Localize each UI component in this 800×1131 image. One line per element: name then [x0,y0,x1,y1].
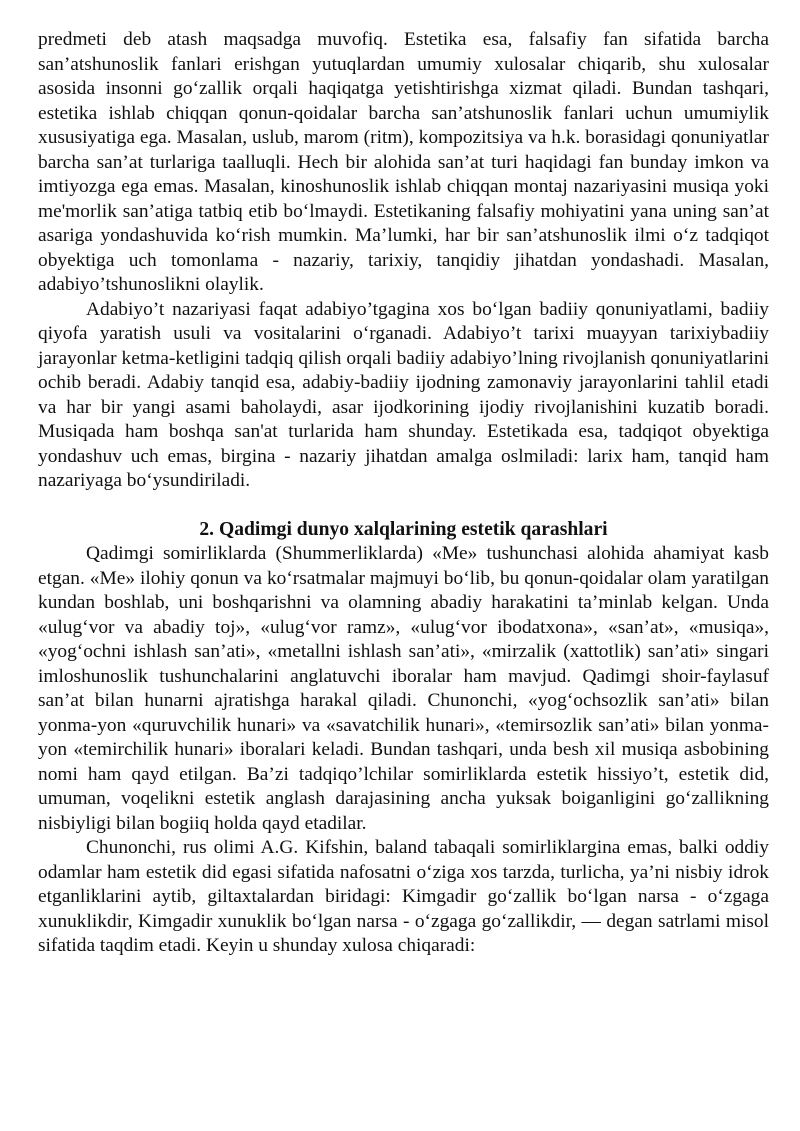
paragraph: Adabiyo’t nazariyasi faqat adabiyo’tgagina xos bo‘lgan badiiy qonuniyatlami, badiiy qiyofa yaratish usuli va vositalarini o‘rganadi. Adabiyo’t tarixi muayyan tarixiybadiiy jarayonlar ketma-ketligini tadqiq qilish orqali badiiy adabiyo’lning rivojlanish qonuniyatlarini ochib beradi. Adabiy tanqid esa, adabiy-badiiy ijodning zamonaviy jarayonlarini tahlil etadi va har bir yangi asami baholaydi, asar ijodkorining ijodiy rivojlanishini kuzatib boradi. Musiqada ham boshqa san'at turlarida ham shunday. Estetikada esa, tadqiqot obyektiga yondashuv uch emas, birgina - nazariy jihatdan amalga oslmiladi: larix ham, tanqid ham nazariyaga bo‘ysundiriladi. [38,298,769,491]
paragraph: Chunonchi, rus olimi A.G. Kifshin, baland tabaqali somirliklargina emas, balki oddiy odamlar ham estetik did egasi sifatida nafosatni o‘ziga xos tarzda, turlicha, ya’ni nisbiy idrok etganliklarini aytib, giltaxtalardan biridagi: Kimgadir go‘zallik bo‘lgan narsa - o‘zgaga xunuklikdir, Kimgadir xunuklik bo‘lgan narsa - o‘zgaga go‘zallikdir, — degan satrlami misol sifatida taqdim etadi. Keyin u shunday xulosa chiqaradi: [38,837,769,956]
section-heading: 2. Qadimgi dunyo xalqlarining estetik qarashlari [199,518,608,540]
paragraph: predmeti deb atash maqsadga muvofiq. Estetika esa, falsafiy fan sifatida barcha san’atshunoslik fanlari erishgan yutuqlardan umumiy xulosalar chiqarib, shu xulosalar asosida insonni go‘zallik orqali haqiqatga yetishtirishga xizmat qiladi. Bundan tashqari, estetika ishlab chiqqan qonun-qoidalar barcha san’atshunoslik fanlari uchun umumiylik xususiyatiga ega. Masalan, uslub, marom (ritm), kompozitsiya va h.k. borasidagi qonuniyatlar barcha san’at turlariga taalluqli. Hech bir alohida san’at turi haqidagi fan bunday imkon va imtiyozga ega emas. Masalan, kinoshunoslik ishlab chiqqan montaj nazariyasini musiqa yoki me'morlik san’atiga tatbiq etib bo‘lmaydi. Estetikaning falsafiy mohiyatini yana uning san’at asariga yondashuvida ko‘rish mumkin. Ma’lumki, har bir san’atshunoslik ilmi o‘z tadqiqot obyektiga uch tomonlama - nazariy, tarixiy, tanqidiy jihatdan yondashadi. Masalan, adabiyo’tshunoslikni olaylik. [38,29,769,295]
paragraph: Qadimgi somirliklarda (Shummerliklarda) «Me» tushunchasi alohida ahamiyat kasb etgan. «Me» ilohiy qonun va ko‘rsatmalar majmuyi bo‘lib, bu qonun-qoidalar olam yaratilgan kundan boshlab, uni boshqarishni va olamning abadiy harakatini ta’minlab kelgan. Unda «ulug‘vor va abadiy toj», «ulug‘vor ramz», «ulug‘vor ibodatxona», «san’at», «musiqa», «yog‘ochni ishlash san’ati», «metallni ishlash san’ati», «mirzalik (xattotlik) san’ati» singari imloshunoslik tushunchalarini anglatuvchi iboralar ham mavjud. Qadimgi shoir-faylasuf san’at bilan hunarni ajratishga harakal qiladi. Chunonchi, «yog‘ochsozlik san’ati» bilan yonma-yon «quruvchilik hunari» va «savatchilik hunari», «temirsozlik san’ati» bilan yonma-yon «temirchilik hunari» iboralari keladi. Bundan tashqari, unda besh xil musiqa asbobining nomi ham qayd etilgan. Ba’zi tadqiqo’lchilar somirliklarda estetik hissiyo’t, estetik did, umuman, voqelikni estetik anglash darajasining ancha yuksak boiganligini go‘zallikning nisbiyligi bilan bogiiq holda qayd etadilar. [38,543,769,834]
document-page [38,28,769,959]
